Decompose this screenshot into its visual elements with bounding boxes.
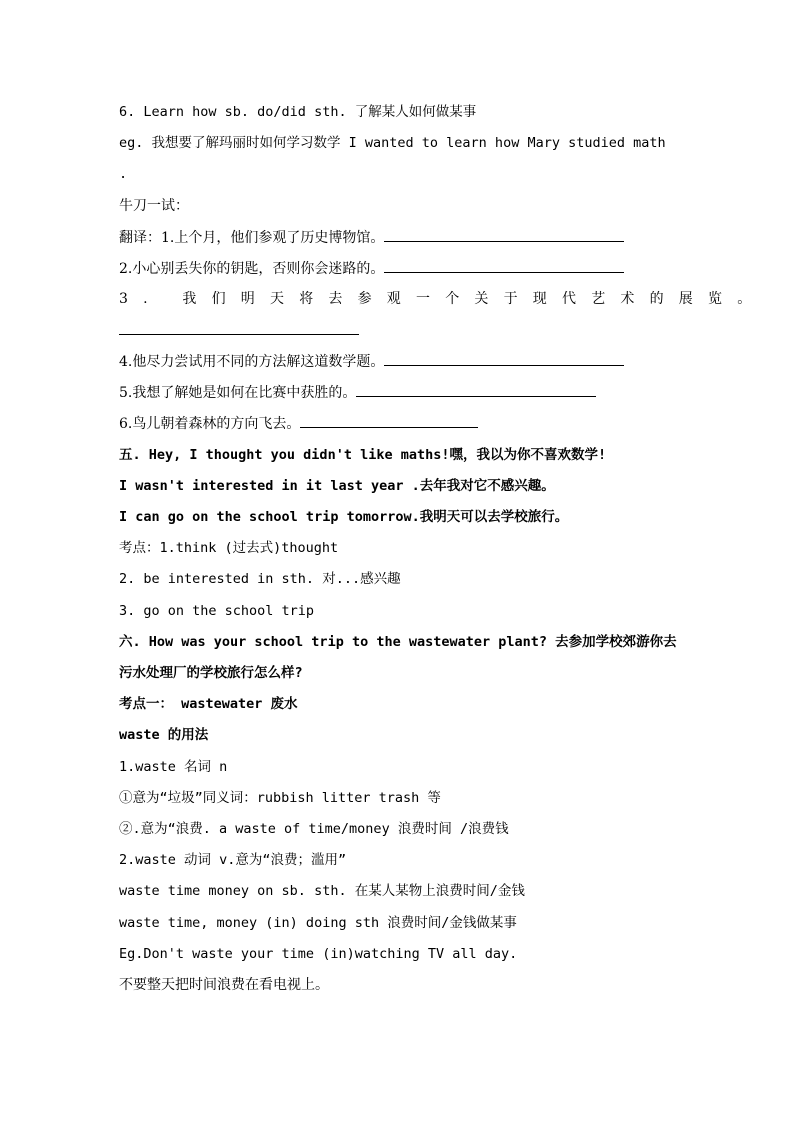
text-line: 不要整天把时间浪费在看电视上。 xyxy=(119,977,329,993)
answer-blank[interactable] xyxy=(384,351,624,366)
translation-2 xyxy=(119,258,719,279)
text-line: ②.意为“浪费. a waste of time/money 浪费时间 /浪费钱 xyxy=(119,821,509,837)
translation-5 xyxy=(119,382,719,403)
answer-blank[interactable] xyxy=(384,258,624,273)
text-line: 五. Hey, I thought you didn't like maths!嘿，我以为你不喜欢数学! xyxy=(119,447,607,463)
text-line: I wasn't interested in it last year .去年我对它不感兴趣。 xyxy=(119,478,555,494)
text-line: 六. How was your school trip to the wastewater plant? 去参加学校郊游你去 xyxy=(119,634,677,650)
text-line: Eg.Don't waste your time (in)watching TV all day. xyxy=(119,946,518,962)
waste-example-translation xyxy=(119,975,719,995)
text-line: eg. 我想要了解玛丽时如何学习数学 I wanted to learn how Mary studied math xyxy=(119,135,666,151)
waste-noun-meaning-1 xyxy=(119,788,719,808)
key-point-3 xyxy=(119,601,719,621)
text-line: I can go on the school trip tomorrow.我明天可以去学校旅行。 xyxy=(119,509,569,525)
translation-3-blank-line xyxy=(119,320,719,341)
text-line: 牛刀一试： xyxy=(119,198,189,214)
section-5-sentence-2 xyxy=(119,476,719,496)
waste-noun xyxy=(119,757,719,777)
answer-blank[interactable] xyxy=(356,382,596,397)
text-line: 1.waste 名词 n xyxy=(119,759,228,775)
key-point-1 xyxy=(119,538,719,558)
text-line: 2.小心别丢失你的钥匙，否则你会迷路的。 xyxy=(119,261,385,277)
text-line: waste 的用法 xyxy=(119,727,209,743)
text-line: 翻译：1.上个月，他们参观了历史博物馆。 xyxy=(119,230,385,246)
text-line: 2.waste 动词 v.意为“浪费；滥用” xyxy=(119,852,347,868)
text-line: 考点：1.think (过去式)thought xyxy=(119,540,339,556)
key-point-2 xyxy=(119,569,719,589)
translation-1 xyxy=(119,227,719,248)
text-line: 污水处理厂的学校旅行怎么样? xyxy=(119,665,303,681)
translation-3 xyxy=(119,289,767,309)
item-6-learn-how xyxy=(119,102,719,122)
example-line xyxy=(119,133,719,153)
translation-4 xyxy=(119,351,719,372)
answer-blank[interactable] xyxy=(384,227,624,242)
text-line: waste time, money (in) doing sth 浪费时间/金钱做某事 xyxy=(119,915,517,931)
waste-usage-heading xyxy=(119,725,719,745)
text-line: 3. 我们明天将去参观一个关于现代艺术的展览。 xyxy=(119,291,767,307)
answer-blank[interactable] xyxy=(119,320,359,335)
waste-verb-usage-1 xyxy=(119,881,719,901)
text-line: 6.鸟儿朝着森林的方向飞去。 xyxy=(119,416,301,432)
practice-heading xyxy=(119,196,719,216)
text-line: 6. Learn how sb. do/did sth. 了解某人如何做某事 xyxy=(119,104,477,120)
text-line: . xyxy=(119,166,128,182)
text-line: 4.他尽力尝试用不同的方法解这道数学题。 xyxy=(119,354,385,370)
section-6-heading-cont xyxy=(119,663,719,683)
waste-verb-usage-2 xyxy=(119,913,719,933)
text-line: waste time money on sb. sth. 在某人某物上浪费时间/金钱 xyxy=(119,883,525,899)
key-point-wastewater xyxy=(119,694,719,714)
text-line: 考点一： wastewater 废水 xyxy=(119,696,298,712)
text-line: 3. go on the school trip xyxy=(119,603,315,619)
answer-blank[interactable] xyxy=(300,413,478,428)
waste-example xyxy=(119,944,719,964)
translation-6 xyxy=(119,413,719,434)
example-continuation xyxy=(119,164,719,184)
section-5-sentence-3 xyxy=(119,507,719,527)
text-line: ①意为“垃圾”同义词：rubbish litter trash 等 xyxy=(119,790,441,806)
text-line: 5.我想了解她是如何在比赛中获胜的。 xyxy=(119,385,357,401)
section-6-heading xyxy=(119,632,719,652)
waste-verb xyxy=(119,850,719,870)
waste-noun-meaning-2 xyxy=(119,819,719,839)
section-5-heading xyxy=(119,445,719,465)
text-line: 2. be interested in sth. 对...感兴趣 xyxy=(119,571,401,587)
